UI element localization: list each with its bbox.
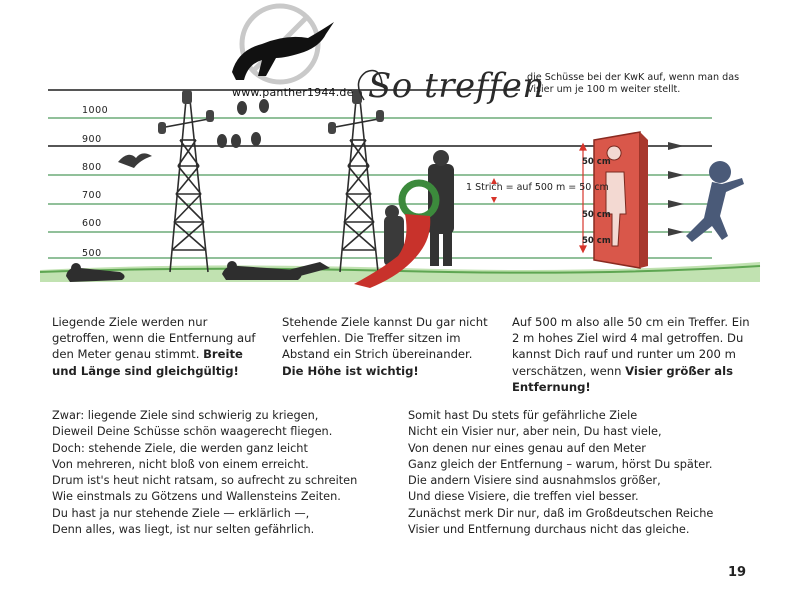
headline: So treffen (368, 66, 545, 106)
poem-line: Zwar: liegende Ziele sind schwierig zu kriegen, (52, 409, 319, 422)
poem-line: Denn alles, was liegt, ist nur selten gefährlich. (52, 523, 315, 537)
cm-label-top: 50 cm (582, 157, 611, 167)
poem-line: Von denen nur eines genau auf den Meter (408, 441, 646, 455)
column-emphasis: Visier größer als Entfernung! (512, 363, 733, 394)
poem-line: Du hast ja nur stehende Ziele — erklärlich —, (52, 506, 310, 520)
scale-label-700: 700 (82, 190, 102, 201)
watermark-url: www.panther1944.de (232, 86, 354, 99)
pylon-left (160, 100, 214, 272)
scale-label-500: 500 (82, 248, 102, 259)
poem-line: Zunächst merk Dir nur, daß im Großdeutschen Reiche (408, 506, 714, 520)
poem-line: Und diese Visiere, die treffen viel besser. (408, 490, 639, 504)
arrow-heads (668, 142, 684, 236)
poem-line: Dieweil Deine Schüsse schön waagerecht fliegen. (52, 425, 333, 439)
poem-line: Doch: stehende Ziele, die werden ganz leicht (52, 441, 308, 455)
column-standing-targets (282, 314, 492, 379)
poem-line: Somit hast Du stets für gefährliche Ziele (408, 409, 638, 422)
poem-line: Visier und Entfernung durchaus nicht das gleiche. (408, 523, 690, 537)
cm-label-mid: 50 cm (582, 210, 611, 220)
column-emphasis: Breite und Länge sind gleichgültig! (52, 347, 243, 378)
page-number: 19 (728, 565, 747, 580)
trajectory-illustration (0, 0, 800, 300)
poem-line: Wie einstmals zu Götzens und Wallensteins Zeiten. (52, 490, 341, 504)
poem-line: Von mehreren, nicht bloß von einem erreicht. (52, 457, 309, 471)
column-text: Stehende Ziele kannst Du gar nicht verfehlen. Die Treffer sitzen im Abstand ein Strich übereinander. (282, 315, 488, 362)
cm-label-bottom: 50 cm (582, 236, 611, 246)
scale-label-600: 600 (82, 218, 102, 229)
poem-line: Die andern Visiere sind ausnahmslos größer, (408, 474, 661, 488)
target-board-icon (580, 132, 648, 268)
scale-label-800: 800 (82, 162, 102, 173)
poem-line: Drum ist's heut nicht ratsam, so aufrecht zu schreiten (52, 474, 358, 488)
poem-right (408, 408, 713, 538)
poem-line: Ganz gleich der Entfernung – warum, hörst Du später. (408, 457, 713, 471)
column-sight-setting (512, 314, 750, 395)
column-text: Liegende Ziele werden nur getroffen, wenn die Entfernung auf den Meter genau stimmt. (52, 315, 256, 362)
scale-label-1000: 1000 (82, 105, 109, 116)
pylon-right (330, 100, 384, 272)
strich-label: 1 Strich = auf 500 m = 50 cm (466, 182, 609, 193)
column-lying-targets (52, 314, 258, 379)
scale-label-900: 900 (82, 134, 102, 145)
poem-left (52, 408, 357, 538)
fleeing-figure-icon (686, 161, 744, 242)
poem-line: Nicht ein Visier nur, aber nein, Du hast viele, (408, 425, 662, 439)
panther-logo-icon (232, 6, 334, 82)
subhead: die Schüsse bei der KwK auf, wenn man das Visier um je 100 m weiter stellt. (527, 72, 740, 95)
column-emphasis: Die Höhe ist wichtig! (282, 363, 419, 378)
column-text: Auf 500 m also alle 50 cm ein Treffer. Ein 2 m hohes Ziel wird 4 mal getroffen. Du kannst Dich rauf und runter um 200 m verschätzen, wenn (512, 315, 750, 378)
